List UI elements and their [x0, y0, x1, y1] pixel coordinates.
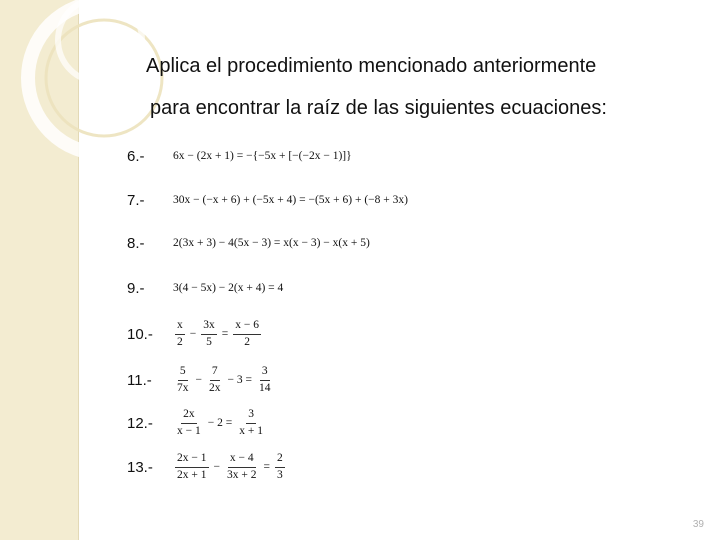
denominator: 3x + 2	[227, 468, 257, 481]
denominator: 2x + 1	[177, 468, 207, 481]
operator: −	[189, 328, 197, 340]
denominator: 14	[258, 381, 271, 394]
equation	[173, 408, 267, 437]
fraction	[275, 452, 285, 481]
exercise-item	[127, 317, 263, 351]
operator: =	[263, 461, 270, 473]
denominator: 2x	[209, 381, 221, 394]
numerator: 3	[260, 365, 270, 380]
decorative-circles	[0, 0, 200, 260]
fraction	[225, 452, 259, 481]
exercise-item	[127, 144, 352, 168]
numerator: x − 4	[228, 452, 256, 467]
fraction	[257, 365, 273, 394]
equation	[173, 365, 274, 394]
operator: −	[213, 461, 220, 473]
denominator: 3	[277, 468, 283, 481]
equation: 3(4 − 5x) − 2(x + 4) = 4	[173, 282, 284, 294]
numerator: x	[175, 319, 185, 334]
numerator: 3	[246, 408, 256, 423]
numerator: 3x	[201, 319, 217, 334]
operator: −	[195, 374, 202, 386]
equation: 30x − (−x + 6) + (−5x + 4) = −(5x + 6) + (−8 + 3x)	[173, 194, 408, 206]
exercise-item	[127, 188, 408, 212]
denominator: 2	[177, 335, 183, 348]
item-number: 7.-	[127, 191, 145, 209]
fraction	[233, 319, 261, 348]
denominator: x + 1	[239, 424, 263, 437]
page-number: 39	[692, 519, 704, 530]
equation: 6x − (2x + 1) = −{−5x + [−(−2x − 1)]}	[173, 150, 352, 162]
fraction	[175, 319, 185, 348]
slide-title-line-1: Aplica el procedimiento mencionado anteriormente	[146, 55, 597, 77]
fraction	[201, 319, 217, 348]
numerator: 2x	[181, 408, 197, 423]
equation: 2(3x + 3) − 4(5x − 3) = x(x − 3) − x(x + 5)	[173, 237, 370, 249]
item-number: 11.-	[127, 371, 152, 389]
operator: =	[221, 328, 229, 340]
item-number: 10.-	[127, 325, 153, 343]
numerator: 7	[210, 365, 220, 380]
exercise-item	[127, 363, 274, 397]
fraction	[175, 365, 191, 394]
denominator: x − 1	[177, 424, 201, 437]
equation	[173, 319, 263, 348]
item-number: 12.-	[127, 414, 153, 432]
denominator: 7x	[177, 381, 189, 394]
numerator: x − 6	[233, 319, 261, 334]
equation	[173, 452, 287, 481]
fraction	[175, 408, 203, 437]
operator: − 2 =	[207, 417, 233, 429]
exercise-item	[127, 276, 283, 300]
item-number: 6.-	[127, 147, 145, 165]
numerator: 2	[275, 452, 285, 467]
exercise-item	[127, 231, 370, 255]
denominator: 2	[244, 335, 250, 348]
item-number: 8.-	[127, 234, 145, 252]
fraction	[237, 408, 265, 437]
item-number: 13.-	[127, 458, 153, 476]
exercise-item	[127, 450, 287, 484]
fraction	[207, 365, 223, 394]
slide-title-line-2: para encontrar la raíz de las siguientes ecuaciones:	[150, 97, 607, 119]
item-number: 9.-	[127, 279, 145, 297]
operator: − 3 =	[227, 374, 252, 386]
fraction	[175, 452, 209, 481]
numerator: 5	[178, 365, 188, 380]
exercise-item	[127, 406, 267, 440]
denominator: 5	[206, 335, 212, 348]
numerator: 2x − 1	[175, 452, 209, 467]
